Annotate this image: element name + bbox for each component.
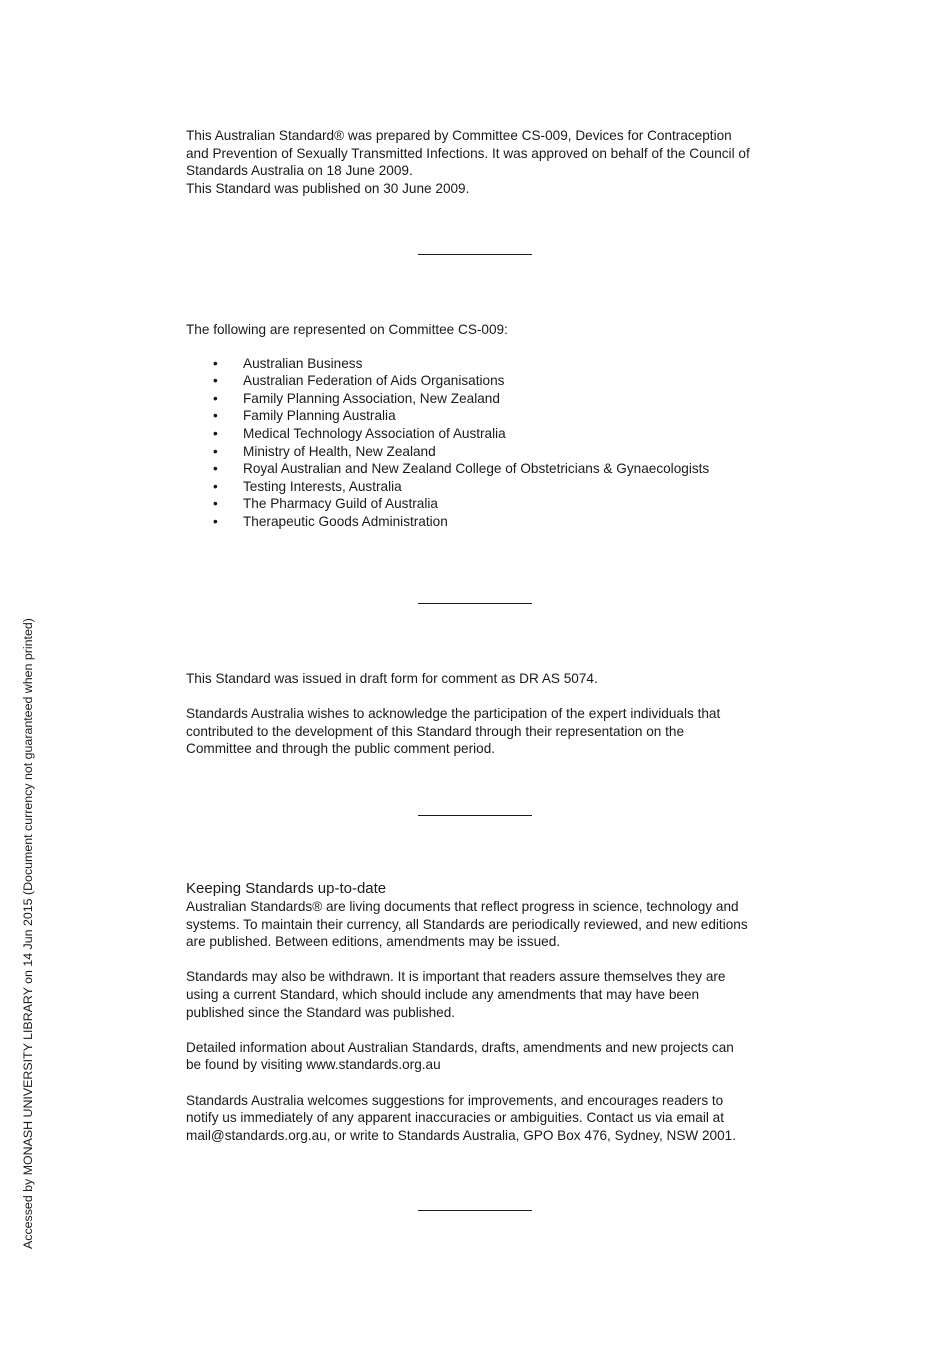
paragraph-line: Standards may also be withdrawn. It is important that readers assure themselves they are [186, 969, 726, 985]
section-divider [418, 815, 532, 816]
section-divider [418, 254, 532, 255]
acknowledgement-line: Committee and through the public comment period. [186, 741, 496, 757]
list-item [186, 355, 776, 373]
paragraph-line: using a current Standard, which should include any amendments that may have been [186, 986, 700, 1002]
paragraph-line: notify us immediately of any apparent inaccuracies or ambiguities. Contact us via email at [186, 1110, 724, 1126]
member-name: Australian Business [243, 355, 363, 371]
section-divider [418, 603, 532, 604]
paragraph-line: Australian Standards® are living documents that reflect progress in science, technology and [186, 899, 739, 914]
acknowledgement-line: Standards Australia wishes to acknowledge the participation of the expert individuals that [186, 706, 721, 722]
published-date-line: This Standard was published on 30 June 2009. [186, 180, 470, 196]
list-item [186, 407, 776, 425]
paragraph-line: are published. Between editions, amendments may be issued. [186, 934, 561, 950]
approval-line: and Prevention of Sexually Transmitted Infections. It was approved on behalf of the Council of [186, 145, 750, 161]
draft-section [186, 670, 776, 758]
section-heading: Keeping Standards up-to-date [186, 880, 387, 897]
bullet-icon: • [213, 443, 218, 459]
paragraph-line: mail@standards.org.au, or write to Standards Australia, GPO Box 476, Sydney, NSW 2001. [186, 1127, 737, 1143]
list-item [186, 372, 776, 390]
paragraph-line: Detailed information about Australian Standards, drafts, amendments and new projects can [186, 1039, 734, 1055]
member-name: Family Planning Australia [243, 408, 396, 424]
member-name: Medical Technology Association of Australia [243, 425, 506, 441]
member-name: The Pharmacy Guild of Australia [243, 496, 438, 512]
list-item [186, 390, 776, 408]
approval-line: Standards Australia on 18 June 2009. [186, 163, 413, 179]
list-item [186, 478, 776, 496]
committee-member-list [186, 355, 776, 531]
member-name: Family Planning Association, New Zealand [243, 390, 500, 406]
bullet-icon: • [213, 390, 218, 406]
keeping-standards-section [186, 880, 776, 1144]
bullet-icon: • [213, 425, 218, 441]
bullet-icon: • [213, 496, 218, 512]
bullet-icon: • [213, 355, 218, 371]
paragraph-line: published since the Standard was published. [186, 1004, 456, 1020]
member-name: Ministry of Health, New Zealand [243, 443, 436, 459]
bullet-icon: • [213, 478, 218, 494]
bullet-icon: • [213, 513, 218, 529]
committee-intro: The following are represented on Committee CS-009: [186, 322, 508, 337]
approval-statement [186, 127, 776, 197]
list-item [186, 425, 776, 443]
bullet-icon: • [213, 461, 218, 477]
committee-section [186, 321, 776, 531]
paragraph-line: be found by visiting www.standards.org.au [186, 1057, 441, 1073]
section-divider [418, 1210, 532, 1211]
paragraph-line: Standards Australia welcomes suggestions for improvements, and encourages readers to [186, 1092, 724, 1108]
list-item [186, 460, 776, 478]
list-item [186, 513, 776, 531]
paragraph-line: systems. To maintain their currency, all Standards are periodically reviewed, and new editions [186, 916, 748, 932]
member-name: Australian Federation of Aids Organisations [243, 373, 505, 389]
bullet-icon: • [213, 373, 218, 389]
draft-issued-text: This Standard was issued in draft form for comment as DR AS 5074. [186, 671, 598, 686]
access-notice: Accessed by MONASH UNIVERSITY LIBRARY on 14 Jun 2015 (Document currency not guaranteed when printed) [21, 618, 35, 1249]
list-item [186, 443, 776, 461]
acknowledgement-line: contributed to the development of this Standard through their representation on the [186, 723, 685, 739]
approval-line: This Australian Standard® was prepared by Committee CS-009, Devices for Contraception [186, 128, 732, 143]
list-item [186, 495, 776, 513]
member-name: Testing Interests, Australia [243, 478, 402, 494]
member-name: Royal Australian and New Zealand College of Obstetricians & Gynaecologists [243, 461, 710, 477]
member-name: Therapeutic Goods Administration [243, 513, 448, 529]
bullet-icon: • [213, 408, 218, 424]
